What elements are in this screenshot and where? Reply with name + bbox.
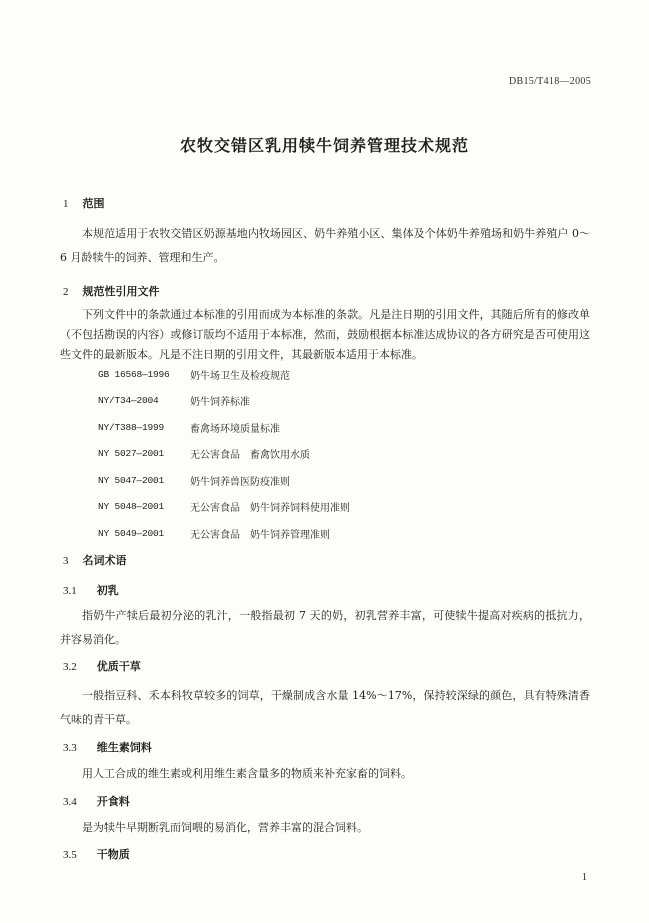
section-number: 1 (63, 198, 69, 210)
reference-name: 奶牛场卫生及检疫规范 (190, 370, 290, 382)
reference-name: 畜禽场环境质量标准 (190, 423, 280, 435)
section-3-heading (63, 552, 127, 568)
section-number: 2 (63, 286, 69, 298)
subsection-title: 优质干草 (96, 660, 141, 673)
section-2-text: 下列文件中的条款通过本标准的引用而成为本标准的条款。凡是注日期的引用文件，其随后所有的修改单（不包括勘误的内容）或修订版均不适用于本标准，然而，鼓励根据本标准达成协议的各方研究是否可使用这些文件的最新版本。凡是不注日期的引用文件，其最新版本适用于本标准。 (60, 308, 590, 361)
reference-item (98, 494, 350, 521)
reference-list (98, 361, 350, 547)
document-number: DB15/T418—2005 (509, 76, 591, 87)
reference-code: NY 5048—2001 (98, 501, 165, 513)
subsection-3-1-text: 指奶牛产犊后最初分泌的乳汁，一般指最初 7 天的奶，初乳营养丰富，可使犊牛提高对疾病的抵抗力，并容易消化。 (60, 609, 590, 646)
reference-item (98, 414, 350, 441)
reference-item (98, 520, 350, 547)
subsection-3-5-heading (63, 846, 130, 862)
section-2-heading (63, 283, 160, 299)
subsection-number: 3.5 (63, 849, 77, 861)
reference-name: 奶牛饲养兽医防疫准则 (190, 476, 290, 488)
section-1-text: 本规范适用于农牧交错区奶源基地内牧场园区、奶牛养殖小区、集体及个体奶牛养殖场和奶牛养殖户 0～6 月龄犊牛的饲养、管理和生产。 (60, 227, 590, 264)
subsection-3-3-heading (63, 739, 152, 755)
subsection-title: 维生素饲料 (96, 741, 152, 754)
reference-code: NY 5049—2001 (98, 527, 165, 539)
reference-item (98, 441, 350, 468)
reference-code: GB 16568—1996 (98, 368, 170, 380)
subsection-title: 初乳 (96, 584, 119, 597)
document-title: 农牧交错区乳用犊牛饲养管理技术规范 (179, 136, 469, 155)
section-title: 名词术语 (82, 554, 127, 567)
subsection-number: 3.4 (63, 796, 77, 808)
subsection-3-2-heading (63, 658, 141, 674)
subsection-title: 开食料 (96, 795, 130, 808)
reference-code: NY/T388—1999 (98, 421, 165, 433)
reference-item (98, 388, 350, 415)
reference-name: 无公害食品 畜禽饮用水质 (190, 450, 310, 462)
reference-name: 无公害食品 奶牛饲养饲料使用准则 (190, 503, 350, 515)
subsection-3-3-text: 用人工合成的维生素或利用维生素含量多的物质来补充家畜的饲料。 (82, 767, 412, 780)
subsection-3-1-heading (63, 582, 119, 598)
reference-name: 奶牛饲养标准 (190, 397, 250, 409)
reference-item (98, 467, 350, 494)
reference-name: 无公害食品 奶牛饲养管理准则 (190, 529, 330, 541)
subsection-3-4-text: 是为犊牛早期断乳而饲喂的易消化，营养丰富的混合饲料。 (82, 821, 368, 834)
subsection-3-4-heading (63, 793, 130, 809)
reference-code: NY/T34—2004 (98, 395, 159, 407)
reference-code: NY 5027—2001 (98, 448, 165, 460)
reference-item (98, 361, 350, 388)
section-number: 3 (63, 555, 69, 567)
section-title: 范围 (82, 197, 105, 210)
page-number: 1 (582, 872, 587, 883)
subsection-3-2-text: 一般指豆科、禾本科牧草较多的饲草，干燥制成含水量 14%～17%，保持较深绿的颜色，具有特殊清香气味的青干草。 (60, 689, 590, 726)
section-1-heading (63, 195, 105, 211)
section-title: 规范性引用文件 (82, 285, 160, 298)
subsection-title: 干物质 (96, 848, 130, 861)
subsection-number: 3.1 (63, 585, 77, 597)
subsection-number: 3.3 (63, 742, 77, 754)
subsection-number: 3.2 (63, 661, 77, 673)
reference-code: NY 5047—2001 (98, 474, 165, 486)
